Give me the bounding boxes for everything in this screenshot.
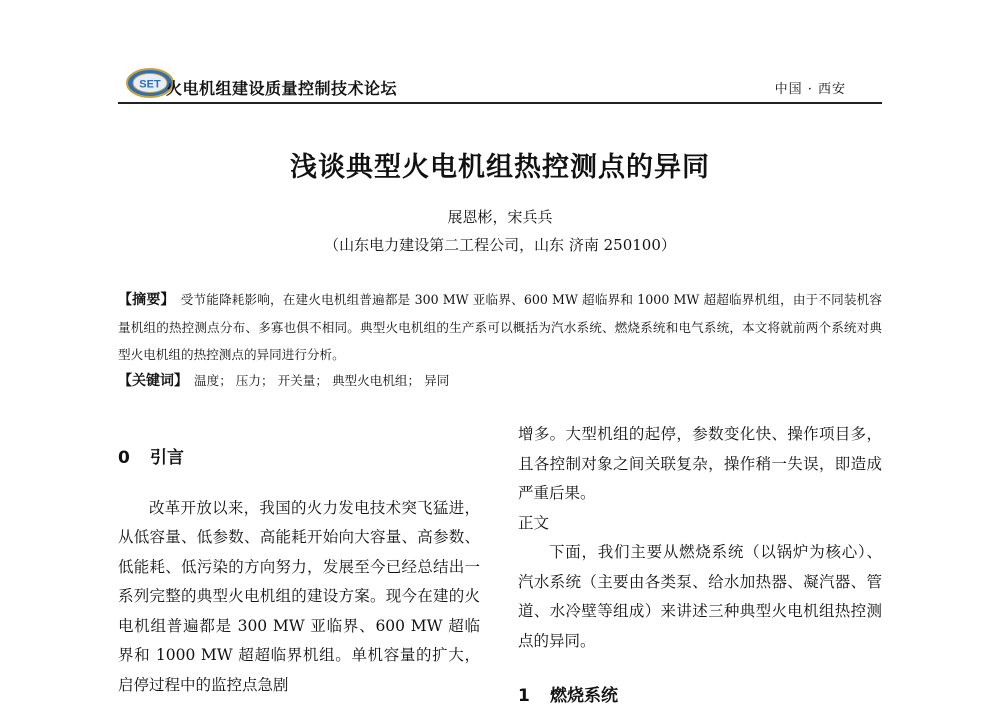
forum-location: 中国 · 西安 (774, 82, 846, 97)
right-column (518, 420, 882, 712)
abstract-text: 受节能降耗影响，在建火电机组普遍都是 300 MW 亚临界、600 MW 超临界和 1000 MW 超超临界机组，由于不同装机容量机组的热控测点分布、多寡也俱不相同。典型火电机组的生产系可以概括为汽水系统、燃烧系统和电气系统，本文将就前两个系统对典型火电机组的热控测点的异同进行分析。 (118, 292, 883, 362)
keywords-text: 温度； 压力； 开关量； 典型火电机组； 异同 (194, 373, 450, 388)
abstract (118, 286, 882, 368)
body-label: 正文 (518, 513, 550, 532)
section-title: 引言 (150, 448, 184, 468)
keywords-label: 【关键词】 (118, 373, 188, 389)
header-divider (118, 102, 882, 104)
intro-paragraph: 改革开放以来，我国的火力发电技术突飞猛进，从低容量、低参数、高能耗开始向大容量、高参数、低能耗、低污染的方向努力，发展至今已经总结出一系列完整的典型火电机组的建设方案。现今在建的火电机组普遍都是 300 MW 亚临界、600 MW 超临界和 1000 MW 超超临界机组。单机容量的扩大，启停过程中的监控点急剧 (118, 498, 480, 694)
paper-authors: 展恩彬，宋兵兵 (447, 208, 553, 226)
running-header (118, 66, 882, 104)
intro-paragraph-continued: 增多。大型机组的起停，参数变化快、操作项目多，且各控制对象之间关联复杂，操作稍一失误，即造成严重后果。 (518, 425, 882, 502)
section-heading-introduction (118, 444, 480, 474)
paper-title: 浅谈典型火电机组热控测点的异同 (290, 152, 710, 183)
paper-affiliation: （山东电力建设第二工程公司，山东 济南 250100） (324, 236, 676, 254)
section-number: 1 (518, 686, 530, 706)
overview-paragraph: 下面，我们主要从燃烧系统（以锅炉为核心）、汽水系统（主要由各类泵、给水加热器、凝汽器、管道、水冷壁等组成）来讲述三种典型火电机组热控测点的异同。 (518, 543, 882, 650)
logo-text: SET (139, 78, 161, 91)
left-column (118, 444, 480, 700)
section-number: 0 (118, 448, 130, 468)
section-heading-combustion (518, 682, 882, 712)
abstract-label: 【摘要】 (118, 292, 175, 308)
forum-title: 火电机组建设质量控制技术论坛 (166, 79, 398, 98)
keywords (118, 368, 882, 394)
section-title: 燃烧系统 (550, 686, 618, 706)
